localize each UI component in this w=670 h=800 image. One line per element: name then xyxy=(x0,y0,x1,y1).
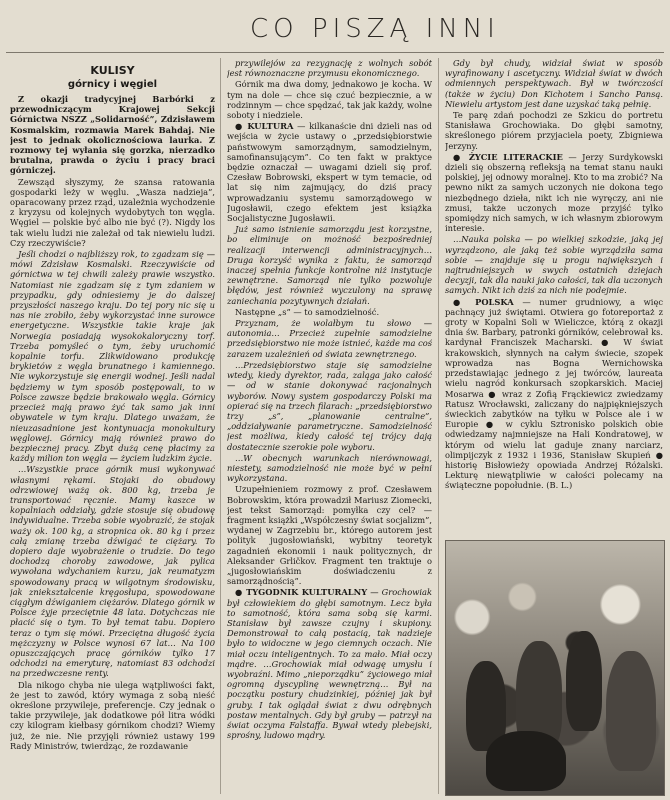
paragraph: Następne „s” — to samodzielność. xyxy=(235,306,380,317)
paragraph: Zewsząd słyszymy, że szansa ratowania gospodarki leży w węglu. „Wasza nadzieja”, oparacowany przez rząd, uzależnia wychodzenie z kryzysu od kolejnych wydobytych ton węgla. Węgiel — polskie być albo nie być (?). Nigdy los tak wielu ludzi nie zależał od tak niewielu ludzi. Czy rzeczywiście? xyxy=(10,176,215,248)
article-subtitle: górnicy i węgiel xyxy=(67,79,158,90)
paragraph: …Wszystkie prace górnik musi wykonywać własnymi rękami. Stojaki do obudowy odrzwiowej ważą ok. 800 kg, trzeba je transportować ręcznie. Mamy kaszce w kopalniach oddziały, gdzie stosuje się obudowę indywidualne. Trzeba sobie wyobrazić, że stojak waży ok. 100 kg, a stropnica ok. 80 kg i przez całą zmianę trzeba dźwigać te ciężary. To dopiero daje wyobrażenie o trudzie. Do tego dochodzą choroby zawodowe, jak pylica wywołana wdychaniem kurzu, jak reumatyzm spowodowany pracą w wilgotnym środowisku, jak zniekształcenie kręgosłupa, spowodowane ciągłym dźwiganiem ciężarów. Dlatego górnik w Polsce żyje przeciętnie 48 lata. Dotychczas nie płacić się o tym. To był temat tabu. Dopiero teraz o tym się mówi. Przeciętna długość życia mężczyzny w Polsce wynosi 67 lat… Na 100 opuszczających pracę górników tylko 17 odchodzi na emeryturę, natomiast 83 odchodzi na przedwczesne renty. xyxy=(10,464,215,679)
top-rule xyxy=(6,52,664,53)
paragraph: Uzupełnieniem rozmowy z prof. Czesławem Bobrowskim, która prowadził Mariusz Ziomecki, jest tekst Samorząd: pomyłka czy cel? — fragment książki „Współczesny świat socjalizm”, wydanej w Zagrzebiu br., którego autorem jest polityk jugosłowiański, wybitny teoretyk zagadnień ekonomii i nauk politycznych, dr Aleksander Grličkov. Fragment ten traktuje o „jugosłowiańskim doświadczeniu z samorządnością”. xyxy=(227,484,432,587)
paragraph: — kilkanaście dni dzieli nas od wejścia w życie ustawy o „przedsiębiorstwie państwowym samorządnym, samodzielnym, samofinansującym”. Co ten fakt w praktyce będzie oznaczał — uwagami dzieli się prof. Czesław Bobrowski, ekspert w tym temacie, od lat się nim zajmujący, do dziś pracy wprowadzaniu systemu samorządowego w Jugosławii, czego efektem jest książka Socjalistyczne Jugosławii. xyxy=(227,121,432,224)
paragraph: — Grochowiak był człowiekiem do głębi samotnym. Lecz była to samotność, która sama sobą się karmi. Stanisław był zawsze czujny i skupiony. Demonstrował to całą postacią, tak nadzieje było to widoczne w jego ciemnych oczach. Nie miał oczu inteligentnych. To za mało. Miał oczy mądre. …Grochowiak miał odwagę umysłu i wyobraźni. Mimo „nieporządku” życiowego miał ogromną dyscyplinę wewnętrzną… Był na początku postury chudzinkiej, później jak był gruby. I tak oglądał świat z dwu odrębnych postaw mentalnych. Gdy był gruby — patrzył na świat oczyma Falstaffa. Bywał wtedy plebejski, sprośny, ludowo mądry. xyxy=(227,587,432,741)
paragraph: …Przedsiębiorstwo staje się samodzielne wtedy, kiedy dyrektor, rada, zaląga jako całość — od w stanie dokonywać racjonalnych wyborów. Nowy system gospodarczy Polski ma opierać się na trzech filarach: „przedsiębiorstwo trzy „s”, „planowanie centralne”, „oddziaływanie parametryczne. Samodzielność jest możliwa, kiedy całość tej trójcy dają dostatecznie szerokie pole wyboru. xyxy=(227,359,432,452)
section-head: ● KULTURA xyxy=(235,121,294,132)
paragraph: …Nauka polska — po wielkiej szkodzie, jaką jej wyrządzono, ale jaką też sobie wyrządziła sama sobie — znajduje się u progu największych i najtrudniejszych w swych ostatnich dziejach decyzji, tak dla nauki jako całości, tak dla uczonych samych. Nikt ich dziś za nich nie podejmie. xyxy=(445,234,663,296)
article-title: KULISY xyxy=(90,64,135,77)
column-3 xyxy=(445,58,663,536)
column-1 xyxy=(10,58,215,794)
section-head: ● POLSKA xyxy=(453,296,514,307)
paragraph: Przyznam, że wolałbym tu słowo — autonomia… Przecież zupełnie samodzielne przedsiębiorstwo nie może istnieć, każde ma coś zarazem uzależnień od świata zewnętrznego. xyxy=(227,318,432,359)
photo-figure xyxy=(566,631,602,731)
section-title: CO PISZĄ INNI xyxy=(250,14,500,44)
column-divider xyxy=(438,58,439,794)
paragraph: Jeśli chodzi o najbliższy rok, to zgadzam się — mówi Zdzisław Kosmalski. Rzeczywiście od górnictwa w tej chwili zależy prawie wszystko. Natomiast nie zgadzam się z tym zdaniem w przypadku, gdy odniesiemy je do dalszej przyszłości naszego kraju. Do tej pory nic się u nas nie zrobiło, żeby wykorzystać inne surowce energetyczne. Wszystkie takie kraje jak Norwegia posiadają wysokokaloryczny torf. Trzeba pomyśleć o tym, żeby uruchomić kopalnie torfu. Zlikwidowano produkcję brykietów z węgla brunatnego i kamiennego. Nie wykorzystuje się energii wodnej. Jeśli nadal będziemy w tym sposób postępowali, to w Polsce zawsze będzie brakowało węgla. Górnicy przecież mają prawo żyć tak samo jak inni obywatele w tym kraju. Dlatego uważam, że nieuzasadnione jest kontynuacja monokultury węglowej. Górnicy mają również prawo do bezpiecznej pracy. Zbyt dużą cenę płacimy za każdy milion ton węgla — życiem ludzkim życie. xyxy=(10,249,215,464)
paragraph: …W obecnych warunkach nierównowagi, niestety, samodzielność nie może być w pełni wykorzystana. xyxy=(227,452,432,484)
lead-paragraph: Z okazji tradycyjnej Barbórki z przewodniczącym Krajowej Sekcji Górnictwa NSZZ „Solidarność”, Zdzisławem Kosmalskim, rozmawia Marek Bahdaj. Nie jest to jednak okolicznościowa laurka. Z rozmowy tej wyłania się gorzka, nierzadko brutalna, prawda o życiu i pracy braci górniczej. xyxy=(10,94,215,176)
column-2 xyxy=(227,58,432,794)
photo-figure xyxy=(606,651,656,771)
paragraph: — numer grudniowy, a więc pachnący już świętami. Otwiera go fotoreportaż z groty w Kopalni Soli w Wieliczce, którą z okazji dnia św. Barbary, patronki górników, celebrował ks. kardynał Franciszek Macharski. ● W świat krakowskich, słynnych na całym świecie, szopek wprowadza nas Bogna Wernichowska przedstawiając jednego z jej twórców, laureata wielu nagród konkursach szopkarskich. Maciej Mosarwa ● wraz z Zofią Frąckiewicz zwiedzamy Ratusz Wrocławski, zaliczany do najpiękniejszych świeckich zabytków na tyłku w Polsce ale i w Europie ● w cyklu Sztronisko polskich obie odwiedzamy najmniejsze na Hali Kondratowej, w którym od wielu lat gaduje znany narciarz, olimpijczyk z 1932 i 1936, Stanisław Skupień ● historię Bisłowieży opowiada Andrzej Różalski. Lekturę niewątpliwie w całości polecamy na świąteczne popołudnie. (B. L.) xyxy=(445,296,663,491)
photo-figure xyxy=(486,731,566,791)
paragraph: Dla nikogo chyba nie ulega wątpliwości fakt, że jest to zawód, który wymaga z sobą nieść określone przywileje, preferencje. Czy jednak o takie przywileje, jak dodatkowe pół litra wódki czy kilogram kiełbasy górnikom chodzi? Wiemy już, że nie. Nie przyjęli również ustawy 199 Rady Ministrów, twierdząc, że rozdawanie xyxy=(10,679,215,751)
paragraph: Już samo istnienie samorządu jest korzystne, bo eliminuje on możność bezpośredniej realizacji interwencji administracyjnych… Druga korzyść wynika z faktu, że samorząd inaczej spełnia funkcje kontrolne niż instytucje zewnętrzne. Samorząd nie tylko pozwoluje błędów, jest również wyczulony na sprawę zaniechania pozytywnych działań. xyxy=(227,224,432,306)
paragraph: Górnik ma dwa domy, jednakowo je kocha. W tym na dole — chce się czuć bezpiecznie, a w rodzinnym — chce spędzać, tak jak każdy, wolne soboty i niedziele. xyxy=(227,79,432,121)
column-divider xyxy=(220,58,221,794)
section-head: ● ŻYCIE LITERACKIE xyxy=(453,151,563,162)
paragraph: przywilejów za rezygnację z wolnych sobót jest równoznaczne przymusu ekonomicznego. xyxy=(227,58,432,79)
paragraph: — Jerzy Surdykowski dzieli się obszerną refleksją na temat stanu nauki polskiej, jej odnowy moralnej. Kto to ma zrobić? Na pewno nikt za samych uczonych nie dokona tego niezbędnego dzieła, nikt ich nie wyręczy, ani nie zmusi, także uczonych moze przyjść tylko spomiędzy nich samych, w ich własnym zbiorowym interesie. xyxy=(445,151,663,234)
paragraph: Gdy był chudy, widział świat w sposób wyrafinowany i ascetyczny. Widział świat w dwóch odmiennych perspektywach. Był w twórczości (także w życiu) Don Kichotem i Sancho Pansą. Niewielu artystom jest dane uzyskać taką pełnię. xyxy=(445,58,663,109)
news-photo xyxy=(445,540,665,796)
paragraph: Te parę zdań pochodzi ze Szkicu do portretu Stanisława Grochowiaka. Do głębi samotny, skreślonego piórem przyjaciela poety, Zbigniewa Jerzyny. xyxy=(445,110,663,151)
section-head: ● TYGODNIK KULTURALNY xyxy=(235,587,368,598)
